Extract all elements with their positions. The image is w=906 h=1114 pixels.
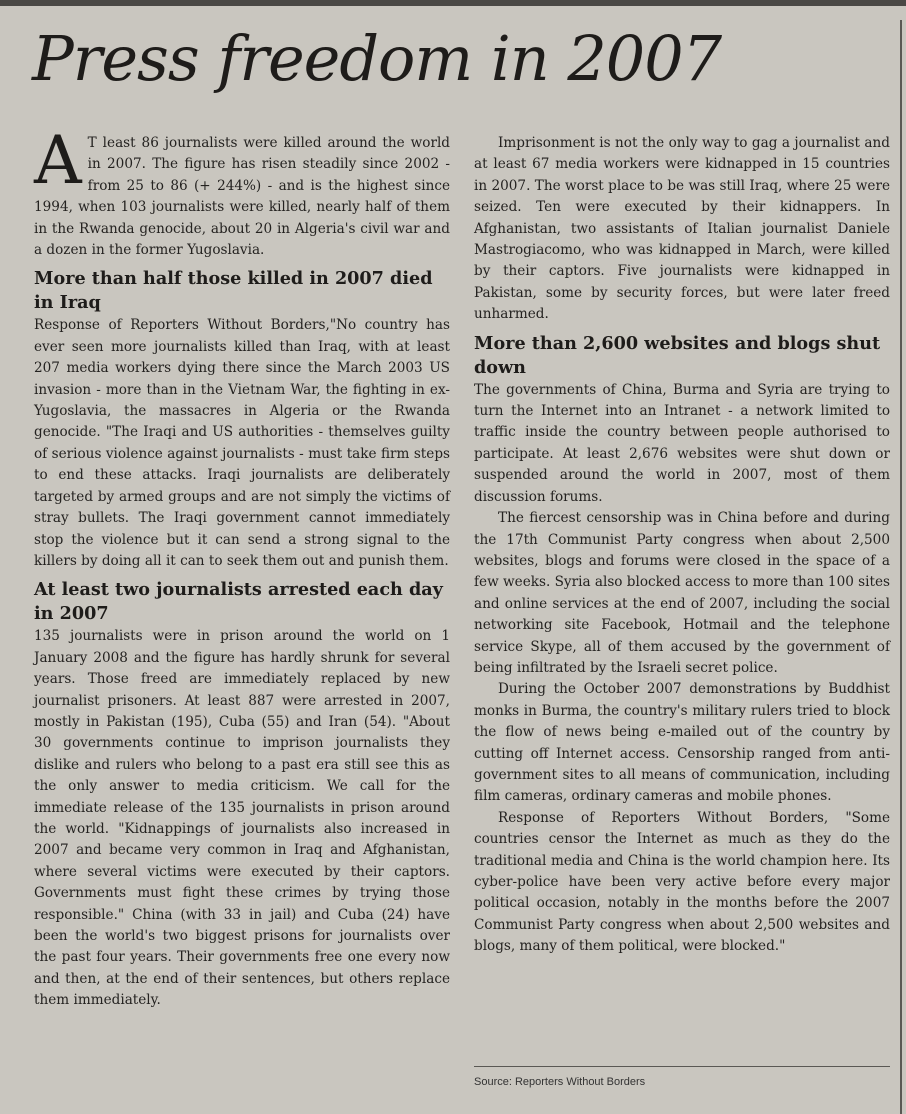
- intro-paragraph: [34, 122, 450, 261]
- paragraph-iraq: Response of Reporters Without Borders,"No country has ever seen more journalists killed than Iraq, with at least 207 media workers dying there since the March 2003 US invasion - more than in the Vietnam War, the fighting in ex-Yugoslavia, the massacres in Algeria or the Rwanda genocide. "The Iraqi and US authorities - themselves guilty of serious violence against journalists - must take firm steps to end these attacks. Iraqi journalists are deliberately targeted by armed groups and are not simply the victims of stray bullets. The Iraqi government cannot immediately stop the violence but it can send a strong signal to the killers by doing all it can to seek them out and punish them.: [34, 317, 450, 569]
- paragraph-websites: The governments of China, Burma and Syria are trying to turn the Internet into an Intranet - a network limited to traffic inside the country between people authorised to participate. At least 2,676 websites were shut down or suspended around the world in 2007, most of them discussion forums.: [474, 381, 890, 505]
- source-credit: Source: Reporters Without Borders: [474, 1076, 646, 1088]
- intro-text: T least 86 journalists were killed around the world in 2007. The figure has risen steadily since 2002 - from 25 to 86 (+ 244%) - and is the highest since 1994, when 103 journalists were killed, nearly half of them in the Rwanda genocide, about 20 in Algeria's civil war and a dozen in the former Yugoslavia.: [34, 135, 450, 259]
- heading-websites: More than 2,600 websites and blogs shut down: [474, 332, 881, 378]
- page-title: Press freedom in 2007: [32, 22, 722, 95]
- left-column: [34, 122, 450, 1012]
- column-rule: [900, 20, 902, 1114]
- top-rule: [0, 0, 906, 6]
- heading-arrests: At least two journalists arrested each day in 2007: [34, 579, 443, 625]
- right-column: [474, 133, 890, 958]
- paragraph-kidnapping: Imprisonment is not the only way to gag a journalist and at least 67 media workers were kidnapped in 15 countries in 2007. The worst place to be was still Iraq, where 25 were seized. Ten were executed by their kidnappers. In Afghanistan, two assistants of Italian journalist Daniele Mastrogiacomo, who was kidnapped in March, were killed by their captors. Five journalists were kidnapped in Pakistan, some by security forces, but were later freed unharmed.: [474, 135, 890, 323]
- heading-iraq: More than half those killed in 2007 died in Iraq: [34, 268, 433, 314]
- drop-cap: A: [34, 122, 82, 199]
- paragraph-china: The fiercest censorship was in China before and during the 17th Communist Party congress when about 2,500 websites, blogs and forums were closed in the space of a few weeks. Syria also blocked access to more than 100 sites and online services at the end of 2007, including the social networking site Facebook, Hotmail and the telephone service Skype, all of them accused by the government of being infiltrated by the Israeli secret police.: [474, 510, 890, 676]
- paragraph-burma: During the October 2007 demonstrations by Buddhist monks in Burma, the country's military rulers tried to block the flow of news being e-mailed out of the country by cutting off Internet access. Censorship ranged from anti-government sites to all means of communication, including film cameras, ordinary cameras and mobile phones.: [474, 681, 890, 805]
- paragraph-rsf-response: Response of Reporters Without Borders, "Some countries censor the Internet as much as they do the traditional media and China is the world champion here. Its cyber-police have been very active before every major political occasion, notably in the months before the 2007 Communist Party congress when about 2,500 websites and blogs, many of them political, were blocked.": [474, 809, 890, 955]
- source-divider: [474, 1066, 890, 1067]
- paragraph-arrests: 135 journalists were in prison around the world on 1 January 2008 and the figure has hardly shrunk for several years. Those freed are immediately replaced by new journalist prisoners. At least 887 were arrested in 2007, mostly in Pakistan (195), Cuba (55) and Iran (54). "About 30 governments continue to imprison journalists they dislike and rulers who belong to a past era still see this as the only answer to media criticism. We call for the immediate release of the 135 journalists in prison around the world. "Kidnappings of journalists also increased in 2007 and became very common in Iraq and Afghanistan, where several victims were executed by their captors. Governments must fight these crimes by trying those responsible." China (with 33 in jail) and Cuba (24) have been the world's two biggest prisons for journalists over the past four years. Their governments free one every now and then, at the end of their sentences, but others replace them immediately.: [34, 628, 450, 1009]
